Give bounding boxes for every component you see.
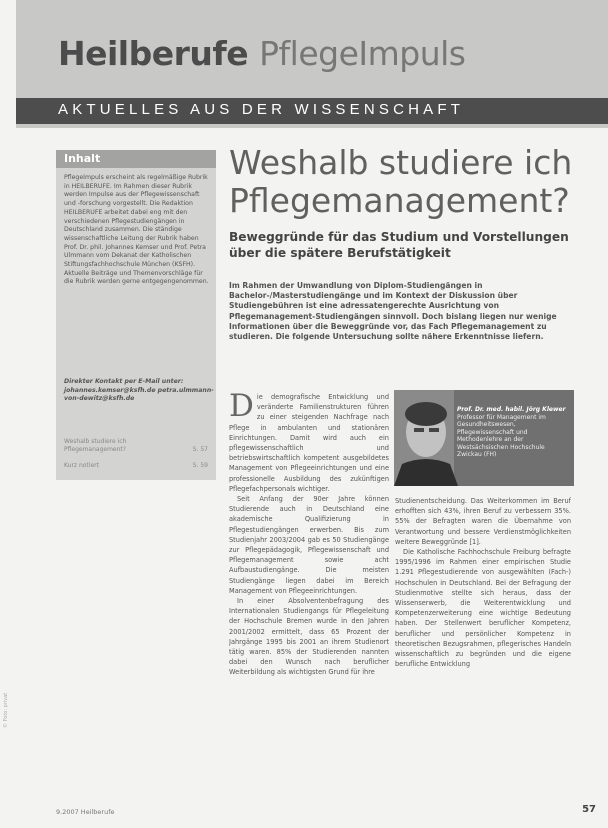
photo-credit: © Foto: privat [3, 692, 9, 728]
toc-item[interactable] [64, 438, 208, 454]
page-number: 57 [582, 804, 596, 815]
magazine-title [58, 34, 465, 73]
caption-text: Professor für Management im Gesundheitswesen, Pflegewissenschaft und Methodenlehre an der Westsächsischen Hochschule Zwickau (FH) [457, 413, 546, 458]
magazine-title-part2: PflegeImpuls [259, 34, 466, 73]
issue-footer: 9.2007 Heilberufe [56, 808, 115, 816]
sidebar-contact: Direkter Kontakt per E-Mail unter: johannes.kemser@ksfh.de petra.ulmmann-von-dewitz@ksfh.de [64, 378, 214, 403]
article-title: Weshalb studiere ich Pflegemanagement? [229, 143, 573, 220]
contents-sidebar [56, 150, 216, 480]
paragraph: ie demografische Entwicklung und veränderte Familienstrukturen führen zu einer steigenden Nachfrage nach Pflege in ambulanten und stationären Einrichtungen. Damit wird auch ein pflegewissenschaftlich und betriebswirtschaftlich kompetent ausgebildetes Management von Pflegeeinrichtungen und eine professionelle Ausbildung des zukünftigen Pflegefachpersonals wichtiger. [229, 393, 389, 493]
toc-item[interactable] [64, 462, 208, 470]
caption-name: Prof. Dr. med. habil. Jörg Klewer [457, 406, 566, 413]
paragraph: In einer Absolventenbefragung des Internationalen Studiengangs für Pflegeleitung der Hochschule Bremen wurde in den Jahren 2001/2002 ermittelt, dass 65 Prozent der Jahrgänge 1995 bis 2001 an ihrem Studienort tätig waren. 85% der Studierenden nannten dabei den Wunsch nach beruflicher Weiterbildung als wichtigsten Grund für ihre [229, 597, 389, 677]
paragraph: Studienentscheidung. Das Weiterkommen im Beruf erhofften sich 43%, ihren Beruf zu verbessern 35%. 55% der Befragten waren die Übernahme von Verantwortung und bessere Verdienstmöglichkeiten weitere Beweggründe [1]. [395, 497, 571, 546]
toc-item-label: Kurz notiert [64, 462, 99, 469]
photo-caption [457, 406, 569, 459]
sidebar-header [56, 150, 216, 168]
sidebar-title: Inhalt [64, 152, 101, 165]
toc-item-label: Weshalb studiere ich Pflegemanagement? [64, 438, 127, 453]
article-column-1 [229, 392, 389, 764]
sidebar-body-text: PflegeImpuls erscheint als regelmäßige Rubrik in HEILBERUFE. Im Rahmen dieser Rubrik werden Impulse aus der Pflegewissenschaft und -forschung vorgestellt. Die Redaktion HEILBERUFE arbeitet dabei eng mit den verschiedenen Pflegestudiengängen in Deutschland zusammen. Die ständige wissenschaftliche Leitung der Rubrik haben Prof. Dr. phil. Johannes Kemser und Prof. Petra Ulmmann vom Dekanat der Katholischen Stiftungsfachhochschule München (KSFH). Aktuelle Beiträge und Themenvorschläge für die Rubrik werden gerne entgegengenommen. [64, 174, 209, 286]
header-band-text: AKTUELLES AUS DER WISSENSCHAFT [58, 101, 465, 118]
article-subtitle: Beweggründe für das Studium und Vorstellungen über die spätere Berufstätigkeit [229, 230, 569, 260]
article-lead: Im Rahmen der Umwandlung von Diplom-Studiengängen in Bachelor-/Masterstudiengänge und im Kontext der Diskussion über Studiengebühren ist eine adressatengerechte Ausrichtung von Pflegemanagement-Studiengängen sinnvoll. Doch bislang liegen nur wenige Informationen über die Beweggründe vor, das Fach Pflegemanagement zu studieren. Die folgende Untersuchung sollte nähere Erkenntnisse liefern. [229, 281, 557, 342]
toc-item-page: S. 57 [192, 446, 208, 453]
magazine-title-part1: Heilberufe [58, 34, 249, 73]
drop-cap: D [229, 392, 254, 424]
toc-item-page: S. 59 [192, 462, 208, 469]
article-column-2 [395, 496, 571, 764]
paragraph: Die Katholische Fachhochschule Freiburg befragte 1995/1996 im Rahmen einer empirischen Studie 1.291 Pflegestudierende von ausgewählten (Fach-) Hochschulen in Deutschland. Bei der Befragung der Studienmotive stellte sich heraus, dass der Wissenserwerb, die Weiterentwicklung und Kompetenzerweiterung eine wichtige Bedeutung haben. Der Stellenwert beruflicher Kompetenz, beruflicher und persönlicher Kompetenz in theoretischen Bezugsrahmen, pflegerisches Handeln wissenschaftlich zu begründen und die eigene berufliche Entwicklung [395, 548, 571, 669]
paragraph: Seit Anfang der 90er Jahre können Studierende auch in Deutschland eine akademische Qualifizierung in Pflegestudiengängen erwerben. Bis zum Studienjahr 2003/2004 gab es 50 Studiengänge zur Pflegepädagogik, Pflegewissenschaft und Pflegemanagement sowie acht Aufbaustudiengänge. Die meisten Studiengänge liegen dabei im Bereich Management von Pflegeeinrichtungen. [229, 495, 389, 595]
